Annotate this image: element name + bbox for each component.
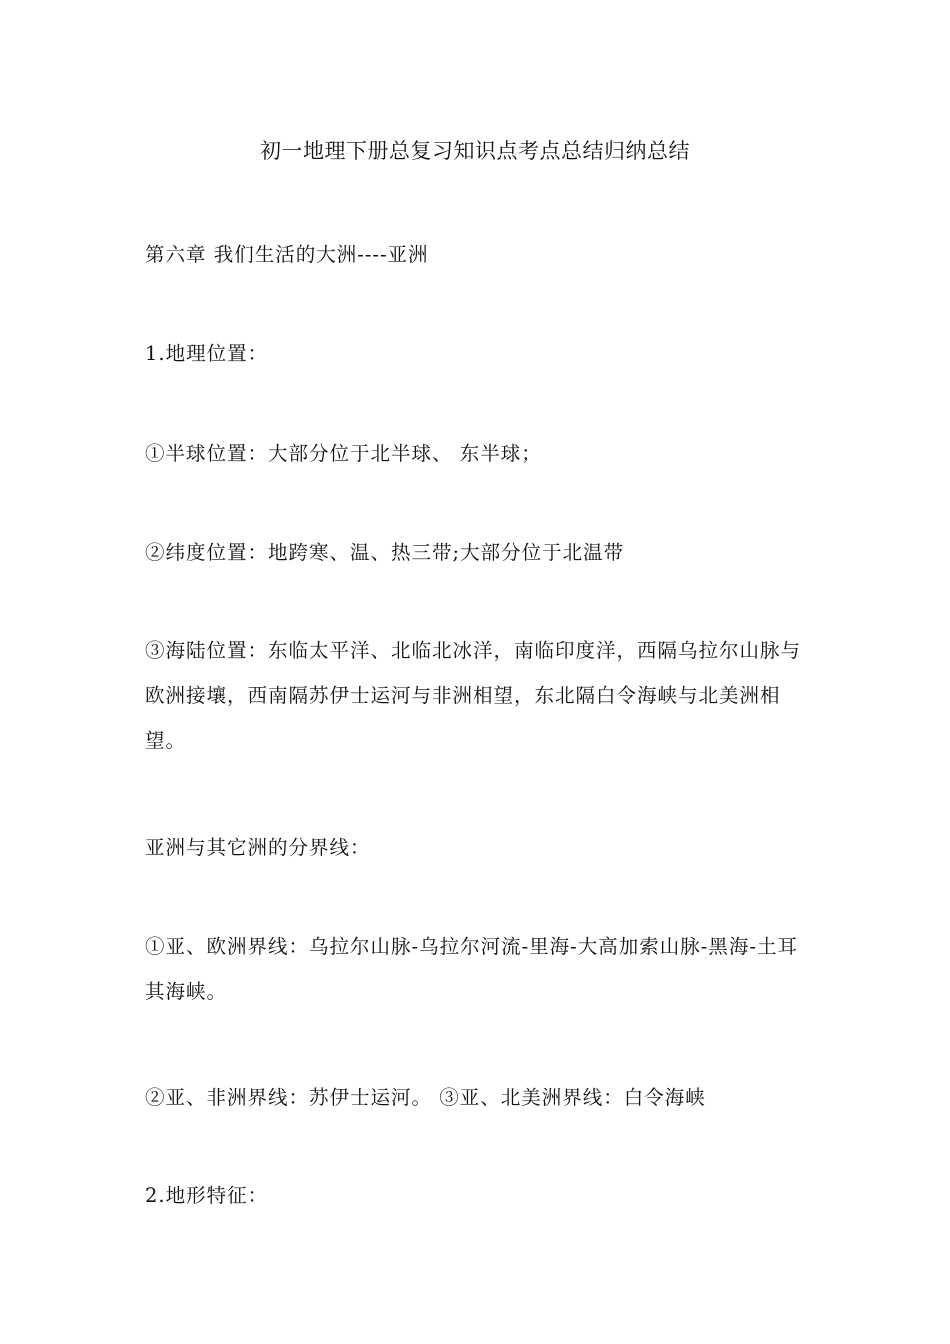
paragraph-asia-africa-america-boundary: ②亚、非洲界线：苏伊士运河。 ③亚、北美洲界线：白令海峡: [145, 1086, 706, 1109]
chapter-heading: 第六章 我们生活的大洲----亚洲: [145, 243, 429, 266]
paragraph-asia-europe-boundary: ①亚、欧洲界线：乌拉尔山脉-乌拉尔河流-里海-大高加索山脉-黑海-土耳其海峡。: [145, 935, 798, 1003]
paragraph-hemisphere-position: ①半球位置：大部分位于北半球、 东半球；: [145, 442, 542, 465]
section-heading-terrain: 2.地形特征：: [145, 1184, 269, 1207]
document-title: 初一地理下册总复习知识点考点总结归纳总结: [260, 139, 690, 163]
section-heading-location: 1.地理位置：: [145, 342, 269, 365]
paragraph-sea-land-position: ③海陆位置：东临太平洋、北临北冰洋，南临印度洋，西隔乌拉尔山脉与欧洲接壤，西南隔苏伊士运河与非洲相望，东北隔白令海峡与北美洲相望。: [145, 639, 802, 752]
paragraph-boundaries-heading: 亚洲与其它洲的分界线：: [145, 836, 371, 859]
paragraph-latitude-position: ②纬度位置：地跨寒、温、热三带;大部分位于北温带: [145, 541, 625, 564]
